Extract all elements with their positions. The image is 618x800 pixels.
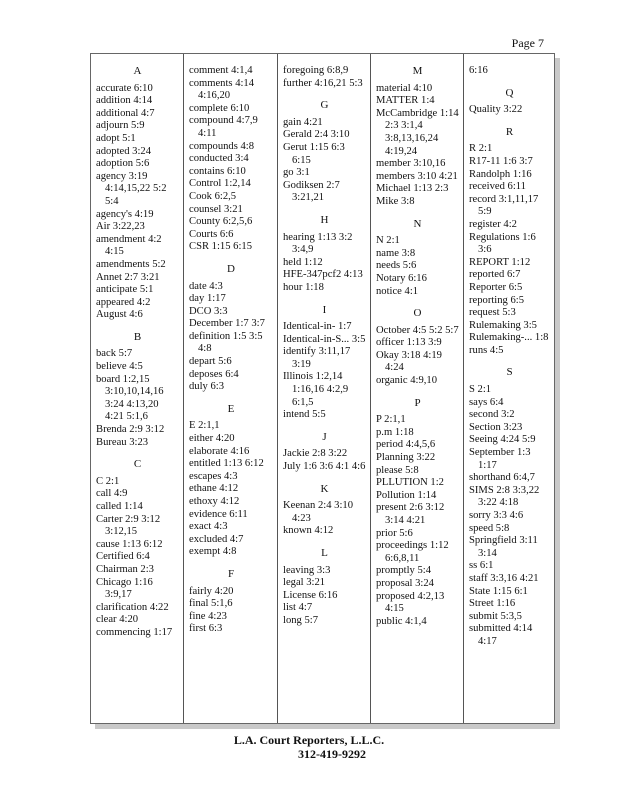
index-entry: July 1:6 3:6 4:1 4:6 — [283, 461, 366, 473]
word-index-table — [90, 53, 555, 724]
index-letter-heading: O — [413, 307, 422, 320]
index-entry: definition 1:5 3:5 4:8 — [189, 330, 263, 355]
index-entry: Annet 2:7 3:21 — [96, 271, 160, 283]
index-entry: fairly 4:20 — [189, 585, 234, 597]
index-entry: County 6:2,5,6 — [189, 216, 253, 228]
index-entry: present 2:6 3:12 3:14 4:21 — [376, 502, 445, 526]
index-entry: anticipate 5:1 — [96, 284, 154, 296]
index-entry: Bureau 3:23 — [96, 436, 149, 448]
index-entry: proposal 3:24 — [376, 577, 434, 589]
index-entry: entitled 1:13 6:12 — [189, 458, 264, 470]
index-entry: Identical-in-S... 3:5 — [283, 333, 366, 345]
index-entry: shorthand 6:4,7 — [469, 472, 535, 484]
index-entry: Springfield 3:11 3:14 — [469, 535, 538, 559]
index-entry: gain 4:21 — [283, 116, 323, 128]
index-letter-heading: L — [321, 547, 328, 559]
index-entry: member 3:10,16 — [376, 158, 446, 170]
index-letter-heading: C — [133, 458, 142, 471]
index-column-1 — [91, 54, 184, 723]
index-letter-heading: E — [227, 402, 235, 415]
index-entry: Air 3:22,23 — [96, 221, 145, 233]
index-entry: back 5:7 — [96, 348, 133, 360]
index-entry: reported 6:7 — [469, 269, 521, 281]
index-entry: Street 1:16 — [469, 598, 516, 610]
index-entry: call 4:9 — [96, 488, 128, 500]
index-entry: known 4:12 — [283, 525, 334, 537]
index-entry: comments 4:14 4:16,20 — [189, 77, 255, 102]
index-entry: October 4:5 5:2 5:7 — [376, 324, 459, 336]
index-entry: clarification 4:22 — [96, 601, 169, 613]
index-entry: legal 3:21 — [283, 577, 326, 589]
index-letter-heading: P — [414, 396, 421, 409]
index-entry: S 2:1 — [469, 384, 492, 396]
index-entry: duly 6:3 — [189, 381, 225, 393]
index-entry: final 5:1,6 — [189, 598, 233, 610]
index-entry: public 4:1,4 — [376, 615, 427, 627]
index-entry: exact 4:3 — [189, 521, 228, 533]
index-entry: Gerut 1:15 6:3 6:15 — [283, 141, 345, 166]
index-entry: Godiksen 2:7 3:21,21 — [283, 179, 340, 204]
index-letter-heading: M — [412, 65, 423, 77]
index-entry: p.m 1:18 — [376, 426, 414, 438]
index-letter-heading: J — [322, 430, 327, 443]
index-entry: runs 4:5 — [469, 344, 504, 356]
index-letter-heading: H — [320, 213, 329, 226]
index-entry: fine 4:23 — [189, 610, 227, 622]
index-entry: elaborate 4:16 — [189, 445, 250, 457]
index-entry: conducted 3:4 — [189, 153, 249, 165]
index-entry: adopt 5:1 — [96, 132, 136, 144]
index-entry: contains 6:10 — [189, 165, 246, 177]
index-entry: ethoxy 4:12 — [189, 496, 240, 507]
index-letter-heading: N — [413, 217, 422, 230]
index-entry: depart 5:6 — [189, 356, 232, 368]
index-entry: received 6:11 — [469, 181, 526, 193]
index-entry: McCambridge 1:14 2:3 3:1,4 3:8,13,16,24 4:19,24 — [376, 107, 459, 157]
index-entry: called 1:14 — [96, 501, 143, 512]
index-entry: name 3:8 — [376, 247, 416, 259]
index-letter-heading: K — [320, 482, 329, 495]
index-entry: Chicago 1:16 3:9,17 — [96, 576, 153, 601]
index-entry: list 4:7 — [283, 602, 313, 614]
index-entry: date 4:3 — [189, 280, 223, 292]
index-entry: compounds 4:8 — [189, 140, 255, 152]
index-entry: amendments 5:2 — [96, 258, 166, 270]
index-entry: excluded 4:7 — [189, 533, 244, 545]
index-entry: 6:16 — [469, 65, 488, 76]
index-letter-heading: B — [133, 330, 142, 343]
index-entry: Pollution 1:14 — [376, 489, 437, 501]
index-entry: Jackie 2:8 3:22 — [283, 448, 348, 460]
index-entry: held 1:12 — [283, 256, 323, 268]
footer — [0, 733, 618, 761]
index-entry: additional 4:7 — [96, 107, 155, 119]
index-entry: promptly 5:4 — [376, 565, 432, 577]
index-entry: submitted 4:14 4:17 — [469, 623, 533, 647]
index-entry: CSR 1:15 6:15 — [189, 241, 252, 253]
index-entry: Chairman 2:3 — [96, 563, 154, 575]
index-column-2 — [184, 54, 278, 723]
index-entry: C 2:1 — [96, 475, 120, 487]
index-entry: Illinois 1:2,14 1:16,16 4:2,9 6:1,5 — [283, 371, 349, 408]
index-letter-heading: S — [506, 366, 513, 379]
index-entry: organic 4:9,10 — [376, 375, 438, 387]
index-entry: N 2:1 — [376, 235, 400, 247]
index-entry: foregoing 6:8,9 — [283, 65, 349, 76]
index-letter-heading: R — [505, 125, 514, 138]
index-entry: Mike 3:8 — [376, 195, 415, 207]
index-entry: further 4:16,21 5:3 — [283, 77, 363, 89]
index-entry: agency's 4:19 — [96, 208, 154, 220]
index-entry: Rulemaking-... 1:8 — [469, 332, 549, 344]
index-entry: notice 4:1 — [376, 285, 419, 297]
index-entry: exempt 4:8 — [189, 546, 237, 558]
footer-company: L.A. Court Reporters, L.L.C. — [233, 733, 385, 747]
index-entry: Regulations 1:6 3:6 — [469, 231, 536, 256]
index-entry: hearing 1:13 3:2 3:4,9 — [283, 231, 353, 256]
index-entry: period 4:4,5,6 — [376, 439, 436, 451]
index-entry: State 1:15 6:1 — [469, 585, 528, 597]
index-letter-heading: F — [227, 567, 235, 580]
page-number: Page 7 — [511, 36, 544, 50]
index-entry: request 5:3 — [469, 307, 516, 319]
index-entry: hour 1:18 — [283, 281, 324, 293]
index-entry: Certified 6:4 — [96, 551, 150, 563]
index-entry: REPORT 1:12 — [469, 256, 531, 268]
index-entry: board 1:2,15 3:10,10,14,16 3:24 4:13,20 4:21 5:1,6 — [96, 373, 164, 423]
index-entry: adoption 5:6 — [96, 158, 150, 170]
index-column-3 — [278, 54, 371, 723]
index-entry: HFE-347pcf2 4:13 — [283, 269, 363, 281]
index-entry: reporting 6:5 — [469, 294, 525, 306]
index-entry: Courts 6:6 — [189, 228, 234, 240]
index-entry: August 4:6 — [96, 309, 143, 321]
index-column-5 — [464, 54, 554, 723]
index-entry: adopted 3:24 — [96, 145, 152, 157]
index-entry: escapes 4:3 — [189, 470, 238, 482]
index-entry: Okay 3:18 4:19 4:24 — [376, 349, 442, 374]
index-letter-heading: D — [227, 262, 235, 275]
index-entry: Keenan 2:4 3:10 4:23 — [283, 500, 354, 524]
index-entry: officer 1:13 3:9 — [376, 337, 442, 349]
index-entry: record 3:1,11,17 5:9 — [469, 193, 539, 218]
index-entry: complete 6:10 — [189, 102, 250, 114]
index-entry: first 6:3 — [189, 623, 223, 635]
index-entry: December 1:7 3:7 — [189, 318, 265, 330]
index-entry: Randolph 1:16 — [469, 168, 532, 180]
index-entry: comment 4:1,4 — [189, 65, 253, 76]
index-entry: counsel 3:21 — [189, 203, 243, 215]
index-entry: material 4:10 — [376, 82, 433, 94]
index-entry: Michael 1:13 2:3 — [376, 183, 449, 195]
index-letter-heading: A — [133, 65, 142, 77]
index-entry: believe 4:5 — [96, 361, 143, 373]
index-entry: staff 3:3,16 4:21 — [469, 572, 539, 584]
index-entry: either 4:20 — [189, 433, 235, 445]
index-entry: SIMS 2:8 3:3,22 3:22 4:18 — [469, 484, 540, 509]
index-entry: register 4:2 — [469, 218, 517, 230]
index-entry: submit 5:3,5 — [469, 610, 522, 622]
index-entry: speed 5:8 — [469, 522, 510, 534]
index-entry: appeared 4:2 — [96, 296, 151, 308]
index-letter-heading: I — [322, 303, 327, 316]
index-entry: Rulemaking 3:5 — [469, 319, 537, 331]
index-entry: License 6:16 — [283, 589, 338, 601]
index-entry: Reporter 6:5 — [469, 281, 523, 293]
index-letter-heading: Q — [505, 86, 514, 99]
index-entry: leaving 3:3 — [283, 564, 331, 576]
index-entry: needs 5:6 — [376, 260, 417, 272]
index-entry: Notary 6:16 — [376, 272, 427, 284]
index-entry: amendment 4:2 4:15 — [96, 233, 162, 258]
index-entry: sorry 3:3 4:6 — [469, 510, 524, 521]
index-entry: ss 6:1 — [469, 560, 494, 572]
index-entry: adjourn 5:9 — [96, 120, 145, 132]
index-entry: P 2:1,1 — [376, 414, 406, 426]
index-entry: agency 3:19 4:14,15,22 5:2 5:4 — [96, 170, 167, 207]
index-letter-heading: G — [320, 99, 329, 112]
index-entry: long 5:7 — [283, 614, 319, 626]
index-entry: day 1:17 — [189, 293, 226, 305]
index-entry: second 3:2 — [469, 409, 515, 421]
index-entry: Quality 3:22 — [469, 104, 523, 116]
index-entry: members 3:10 4:21 — [376, 170, 458, 182]
index-entry: evidence 6:11 — [189, 508, 248, 520]
footer-phone: 312-419-9292 — [298, 747, 366, 761]
index-entry: ethane 4:12 — [189, 483, 239, 495]
index-entry: Carter 2:9 3:12 3:12,15 — [96, 513, 161, 538]
index-column-4 — [371, 54, 464, 723]
index-entry: Cook 6:2,5 — [189, 190, 237, 202]
index-entry: E 2:1,1 — [189, 420, 220, 432]
index-entry: intend 5:5 — [283, 409, 326, 421]
index-entry: proceedings 1:12 6:6,8,11 — [376, 540, 449, 564]
index-entry: clear 4:20 — [96, 614, 139, 626]
index-entry: September 1:3 1:17 — [469, 447, 531, 471]
index-entry: Identical-in- 1:7 — [283, 321, 352, 333]
index-entry: R17-11 1:6 3:7 — [469, 155, 533, 167]
index-entry: go 3:1 — [283, 167, 310, 179]
index-entry: proposed 4:2,13 4:15 — [376, 590, 445, 615]
index-entry: Gerald 2:4 3:10 — [283, 129, 350, 141]
index-entry: prior 5:6 — [376, 527, 413, 539]
index-entry: Section 3:23 — [469, 421, 523, 433]
index-entry: cause 1:13 6:12 — [96, 538, 163, 550]
index-entry: DCO 3:3 — [189, 305, 228, 317]
index-entry: addition 4:14 — [96, 95, 153, 107]
index-entry: Brenda 2:9 3:12 — [96, 424, 165, 436]
index-entry: PLLUTION 1:2 — [376, 477, 444, 489]
index-entry: Planning 3:22 — [376, 452, 436, 464]
index-entry: MATTER 1:4 — [376, 95, 435, 107]
index-entry: compound 4:7,9 4:11 — [189, 115, 258, 139]
index-entry: Control 1:2,14 — [189, 178, 251, 190]
index-entry: commencing 1:17 — [96, 626, 173, 638]
index-entry: deposes 6:4 — [189, 368, 239, 380]
index-entry: says 6:4 — [469, 396, 504, 408]
index-entry: identify 3:11,17 3:19 — [283, 346, 351, 370]
index-entry: R 2:1 — [469, 143, 493, 155]
index-entry: accurate 6:10 — [96, 82, 153, 94]
index-entry: please 5:8 — [376, 464, 419, 476]
index-entry: Seeing 4:24 5:9 — [469, 434, 536, 446]
